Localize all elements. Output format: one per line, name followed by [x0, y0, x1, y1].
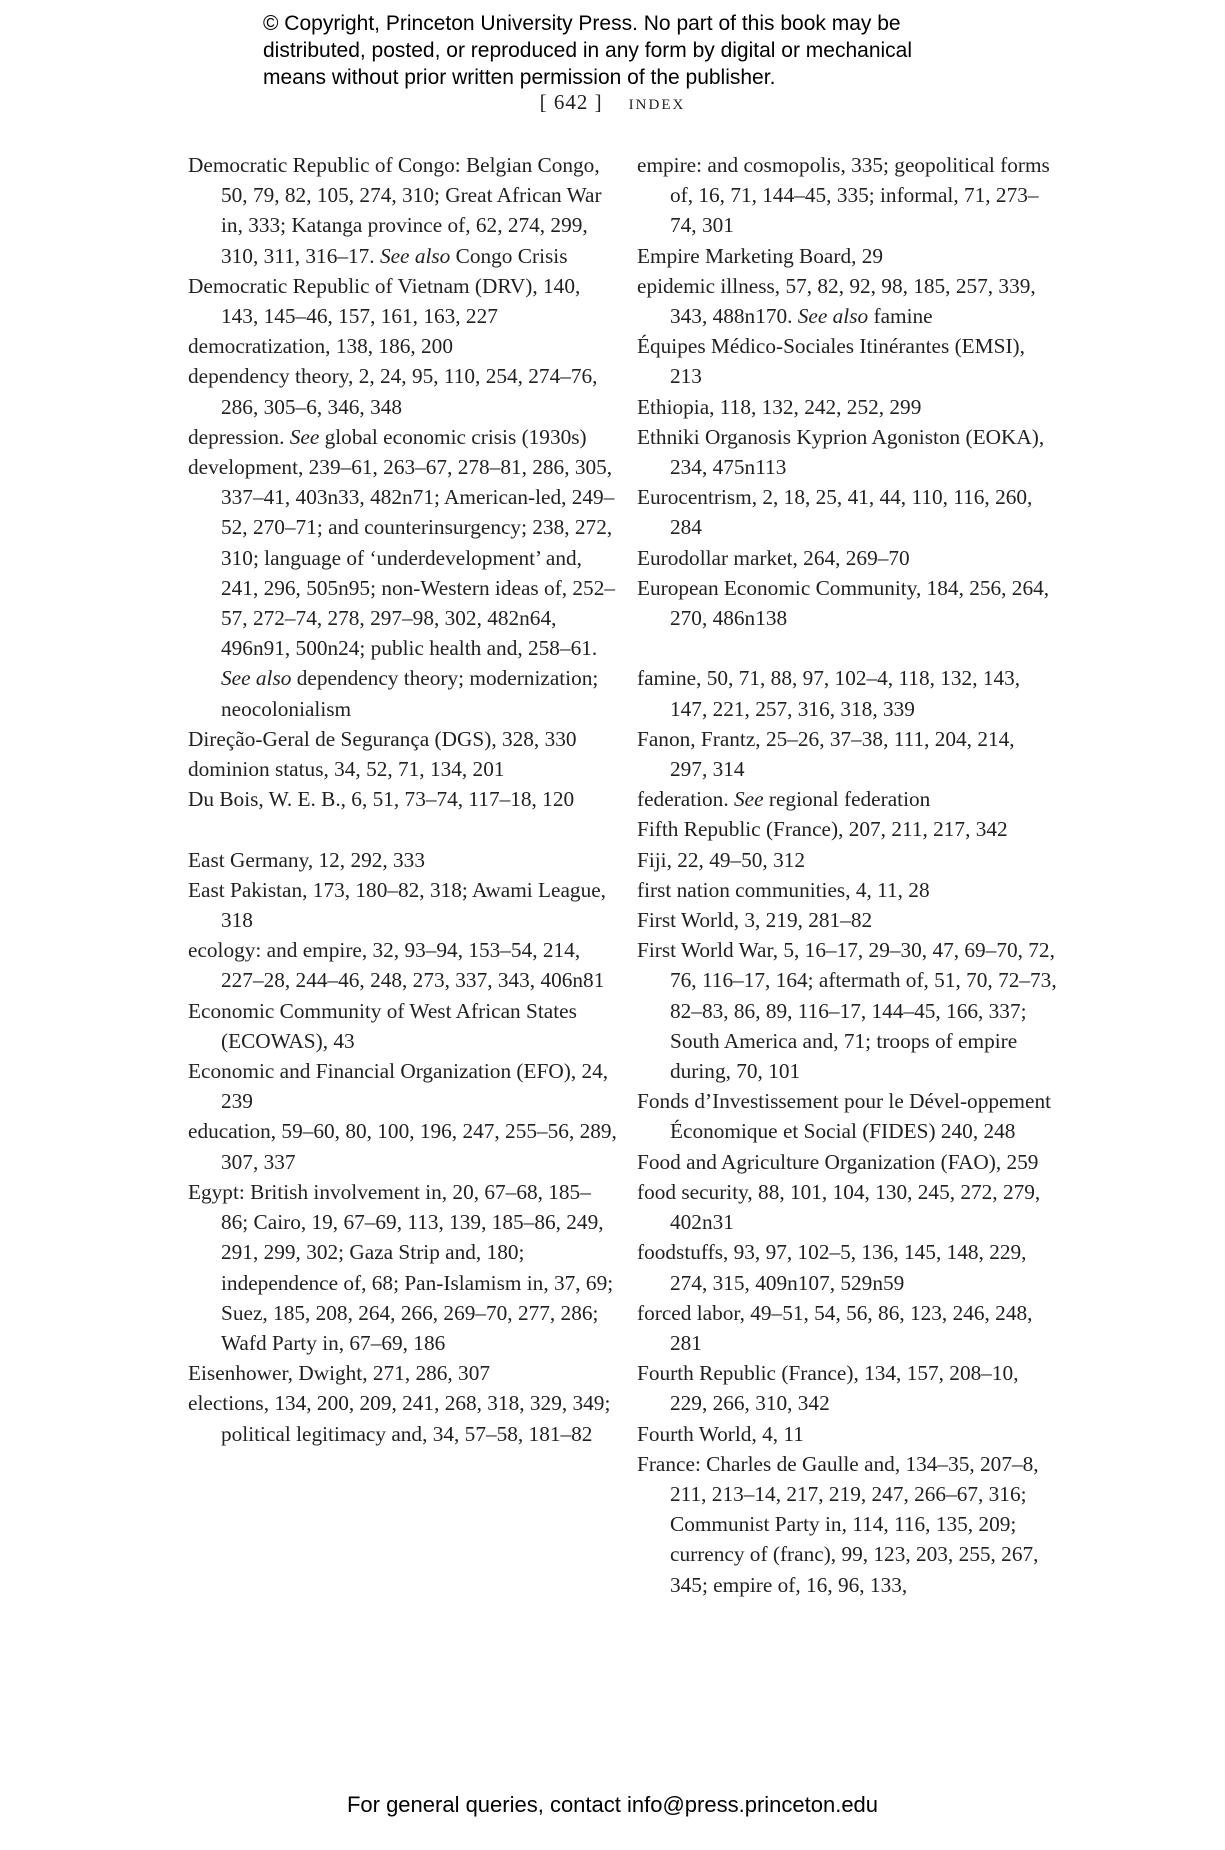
index-entry: [188, 724, 618, 754]
index-entry-text: education, 59–60, 80, 100, 196, 247, 255–56, 289, 307, 337: [188, 1119, 617, 1174]
index-entry: [637, 271, 1057, 331]
index-entry-text: Ethiopia, 118, 132, 242, 252, 299: [637, 394, 922, 419]
index-entry-crossref: Congo Crisis: [450, 243, 568, 268]
index-entry: [188, 784, 618, 814]
index-entry-crossref: global economic crisis (1930s): [319, 424, 587, 449]
index-entry-text: East Germany, 12, 292, 333: [188, 847, 425, 872]
index-entry-text: Ethniki Organosis Kyprion Agoniston (EOKA), 234, 475n113: [637, 424, 1045, 480]
index-entry-text: Empire Marketing Board, 29: [637, 243, 884, 268]
index-entry: [188, 1177, 618, 1358]
index-entry: [637, 724, 1057, 784]
index-entry: [637, 663, 1057, 723]
copyright-notice: [263, 10, 1023, 91]
index-entry-text: East Pakistan, 173, 180–82, 318; Awami League, 318: [188, 877, 607, 933]
running-head: [0, 90, 1225, 115]
index-entry-text: Democratic Republic of Vietnam (DRV), 140, 143, 145–46, 157, 161, 163, 227: [188, 273, 581, 329]
index-entry: [637, 392, 1057, 422]
index-entry-text: Eisenhower, Dwight, 271, 286, 307: [188, 1361, 491, 1386]
index-entry-text: Economic Community of West African States (ECOWAS), 43: [188, 998, 577, 1053]
index-entry: [188, 452, 618, 724]
index-entry: [637, 1086, 1057, 1146]
index-entry: [637, 422, 1057, 482]
index-entry: [188, 875, 618, 935]
index-entry-text: Du Bois, W. E. B., 6, 51, 73–74, 117–18, 120: [188, 787, 575, 812]
index-entry: [188, 271, 618, 331]
index-entry: [188, 331, 618, 361]
index-entry-text: foodstuffs, 93, 97, 102–5, 136, 145, 148, 229, 274, 315, 409n107, 529n59: [637, 1240, 1027, 1295]
index-entry: [637, 543, 1057, 573]
index-entry: [637, 1358, 1057, 1418]
index-entry-text: First World, 3, 219, 281–82: [637, 908, 873, 933]
index-entry-text: Democratic Republic of Congo: Belgian Congo, 50, 79, 82, 105, 274, 310; Great African War in, 333; Katanga province of, 62, 274, 299, 310, 311, 316–17.: [188, 153, 602, 268]
index-entry: [188, 1056, 618, 1116]
index-entry: [637, 814, 1057, 844]
index-entry-text: dominion status, 34, 52, 71, 134, 201: [188, 757, 505, 782]
index-entry: [637, 1298, 1057, 1358]
section-title: index: [628, 90, 686, 114]
index-entry: [188, 361, 618, 421]
footer-contact: For general queries, contact info@press.princeton.edu: [346, 1792, 879, 1817]
index-entry-crossref: dependency theory; modernization; neocolonialism: [221, 666, 599, 721]
index-entry: [188, 996, 618, 1056]
index-entry-text: first nation communities, 4, 11, 28: [637, 877, 930, 902]
see-also-reference: See: [289, 424, 320, 449]
index-entry: [188, 754, 618, 784]
index-entry-text: epidemic illness, 57, 82, 92, 98, 185, 257, 339, 343, 488n170.: [637, 273, 1036, 329]
index-column-right: [637, 150, 1057, 1600]
copyright-line: © Copyright, Princeton University Press. No part of this book may be: [263, 12, 901, 35]
index-entry-text: federation.: [637, 787, 734, 812]
copyright-line: distributed, posted, or reproduced in any form by digital or mechanical: [263, 39, 913, 62]
index-entry: [637, 875, 1057, 905]
index-entry-text: famine, 50, 71, 88, 97, 102–4, 118, 132, 143, 147, 221, 257, 316, 318, 339: [637, 666, 1021, 721]
page-number: [ 642 ]: [539, 90, 603, 114]
index-entry: [188, 1116, 618, 1176]
index-entry: [637, 935, 1057, 1086]
index-entry: [637, 331, 1057, 391]
index-entry: [637, 1177, 1057, 1237]
index-entry-text: Fonds d’Investissement pour le Dével-oppement Économique et Social (FIDES) 240, 248: [637, 1089, 1052, 1144]
index-entry: [188, 422, 618, 452]
index-entry: [637, 1419, 1057, 1449]
index-entry-text: Fanon, Frantz, 25–26, 37–38, 111, 204, 214, 297, 314: [637, 726, 1015, 782]
index-entry: [188, 935, 618, 995]
index-entry-text: food security, 88, 101, 104, 130, 245, 272, 279, 402n31: [637, 1179, 1041, 1235]
index-entry: [188, 1358, 618, 1388]
see-also-reference: See also: [797, 304, 869, 329]
index-entry-text: Eurocentrism, 2, 18, 25, 41, 44, 110, 116, 260, 284: [637, 485, 1033, 540]
index-entry: [637, 1147, 1057, 1177]
index-entry-text: Egypt: British involvement in, 20, 67–68, 185–86; Cairo, 19, 67–69, 113, 139, 185–86, 249, 291, 299, 302; Gaza Strip and, 180; independence of, 68; Pan-Islamism in, 37, 69; Suez, 185, 208, 264, 266, 269–70, 277, 286; Wafd Party in, 67–69, 186: [188, 1179, 614, 1355]
index-entry: [637, 150, 1057, 241]
index-entry-text: France: Charles de Gaulle and, 134–35, 207–8, 211, 213–14, 217, 219, 247, 266–67, 316; Communist Party in, 114, 116, 135, 209; currency of (franc), 99, 123, 203, 255, 267, 345; empire of, 16, 96, 133,: [637, 1451, 1039, 1597]
see-also-reference: See also: [379, 243, 451, 268]
index-entry: [637, 845, 1057, 875]
index-entry-crossref: regional federation: [763, 787, 931, 812]
see-also-reference: See also: [221, 666, 292, 691]
index-entry-text: Eurodollar market, 264, 269–70: [637, 545, 910, 570]
index-entry: [637, 905, 1057, 935]
index-entry-text: Fourth World, 4, 11: [637, 1421, 804, 1446]
index-entry: [188, 845, 618, 875]
index-column-left: [188, 150, 618, 1449]
index-entry-text: democratization, 138, 186, 200: [188, 334, 453, 359]
index-entry-text: elections, 134, 200, 209, 241, 268, 318, 329, 349; political legitimacy and, 34, 57–58, 181–82: [188, 1391, 611, 1446]
index-entry: [637, 482, 1057, 542]
index-entry-text: First World War, 5, 16–17, 29–30, 47, 69–70, 72, 76, 116–17, 164; aftermath of, 51, 70, 72–73, 82–83, 86, 89, 116–17, 144–45, 166, 337; South America and, 71; troops of empire during, 70, 101: [637, 938, 1057, 1084]
copyright-line: means without prior written permission of the publisher.: [263, 66, 776, 89]
index-entry-text: development, 239–61, 263–67, 278–81, 286, 305, 337–41, 403n33, 482n71; American-led, 249–52, 270–71; and counterinsurgency; 238, 272, 310; language of ‘underdevelopment’ and, 241, 296, 505n95; non-Western ideas of, 252–57, 272–74, 278, 297–98, 302, 482n64, 496n91, 500n24; public health and, 258–61.: [188, 455, 615, 661]
index-entry-text: ecology: and empire, 32, 93–94, 153–54, 214, 227–28, 244–46, 248, 273, 337, 343, 406n81: [188, 938, 605, 993]
index-entry-text: Fifth Republic (France), 207, 211, 217, 342: [637, 817, 1008, 842]
index-entry: [637, 784, 1057, 814]
index-entry-crossref: famine: [868, 304, 933, 329]
index-entry: [188, 1388, 618, 1448]
index-entry-text: depression.: [188, 424, 290, 449]
index-entry-text: empire: and cosmopolis, 335; geopolitical forms of, 16, 71, 144–45, 335; informal, 71, 273–74, 301: [637, 153, 1050, 238]
index-entry-text: Équipes Médico-Sociales Itinérantes (EMSI), 213: [637, 334, 1025, 389]
index-entry-text: forced labor, 49–51, 54, 56, 86, 123, 246, 248, 281: [637, 1300, 1033, 1355]
see-also-reference: See: [733, 787, 764, 812]
index-entry: [637, 1237, 1057, 1297]
index-entry: [637, 573, 1057, 633]
index-entry-text: Food and Agriculture Organization (FAO), 259: [637, 1149, 1039, 1174]
index-entry-text: Fiji, 22, 49–50, 312: [637, 847, 806, 872]
index-entry: [188, 150, 618, 271]
index-entry: [637, 1449, 1057, 1600]
index-entry: [637, 241, 1057, 271]
index-entry-text: Fourth Republic (France), 134, 157, 208–10, 229, 266, 310, 342: [637, 1361, 1019, 1416]
index-entry-text: dependency theory, 2, 24, 95, 110, 254, 274–76, 286, 305–6, 346, 348: [188, 364, 598, 419]
index-entry-text: Economic and Financial Organization (EFO), 24, 239: [188, 1059, 609, 1114]
index-entry-text: Direção-Geral de Segurança (DGS), 328, 330: [188, 726, 577, 751]
index-entry-text: European Economic Community, 184, 256, 264, 270, 486n138: [637, 575, 1050, 631]
